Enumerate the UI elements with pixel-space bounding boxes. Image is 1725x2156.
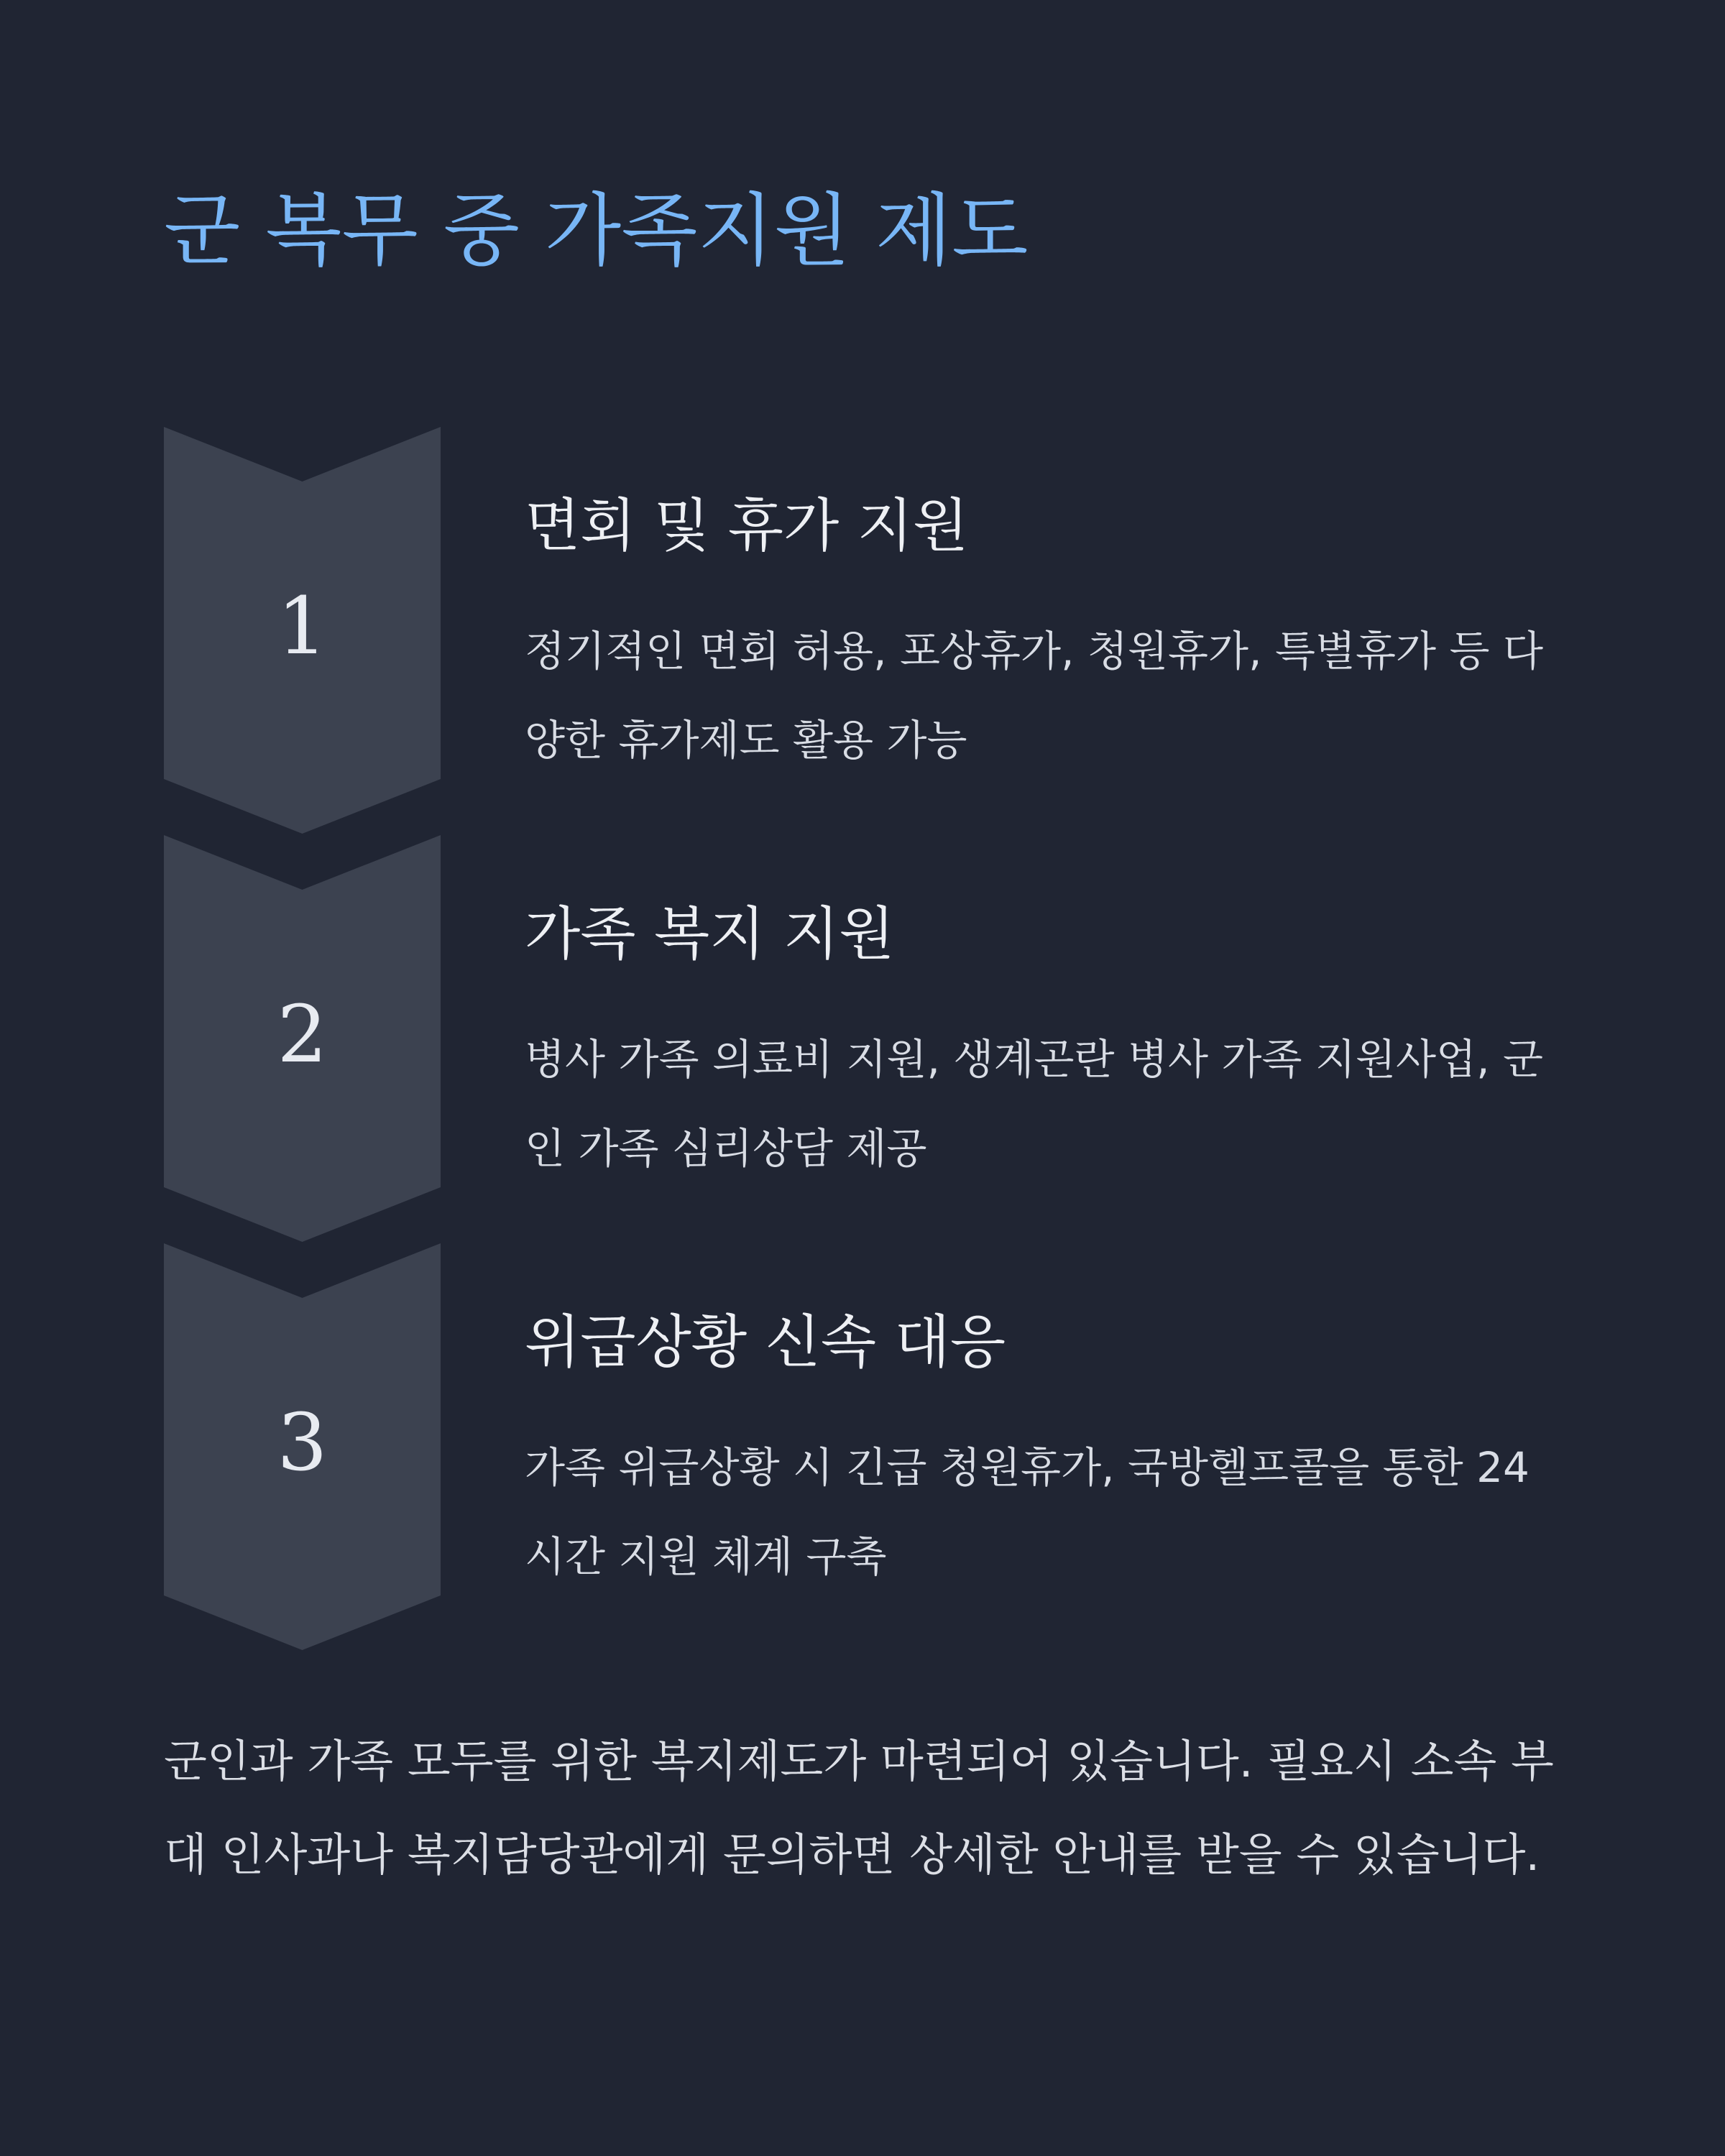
footer-note: 군인과 가족 모두를 위한 복지제도가 마련되어 있습니다. 필요시 소속 부대 인사과나 복지담당관에게 문의하면 상세한 안내를 받을 수 있습니다. (164, 1735, 1554, 1881)
step-description: 정기적인 면회 허용, 포상휴가, 청원휴가, 특별휴가 등 다양한 휴가제도 활용 가능 (525, 627, 1543, 765)
step-description: 병사 가족 의료비 지원, 생계곤란 병사 가족 지원사업, 군인 가족 심리상담 제공 (525, 1035, 1543, 1173)
step-item-2 (164, 835, 1573, 1242)
step-title: 면회 및 휴가 지원 (525, 492, 969, 559)
step-number: 3 (277, 1396, 328, 1488)
step-number: 1 (277, 580, 328, 672)
step-item-1 (164, 427, 1573, 834)
page-title: 군 복무 중 가족지원 제도 (164, 185, 1029, 277)
step-description: 가족 위급상황 시 긴급 청원휴가, 국방헬프콜을 통한 24시간 지원 체계 구축 (525, 1443, 1530, 1581)
steps-list (164, 427, 1573, 1649)
step-title: 위급상황 신속 대응 (525, 1309, 1006, 1376)
step-item-3 (164, 1243, 1573, 1650)
step-number: 2 (277, 988, 328, 1080)
step-title: 가족 복지 지원 (525, 900, 895, 967)
